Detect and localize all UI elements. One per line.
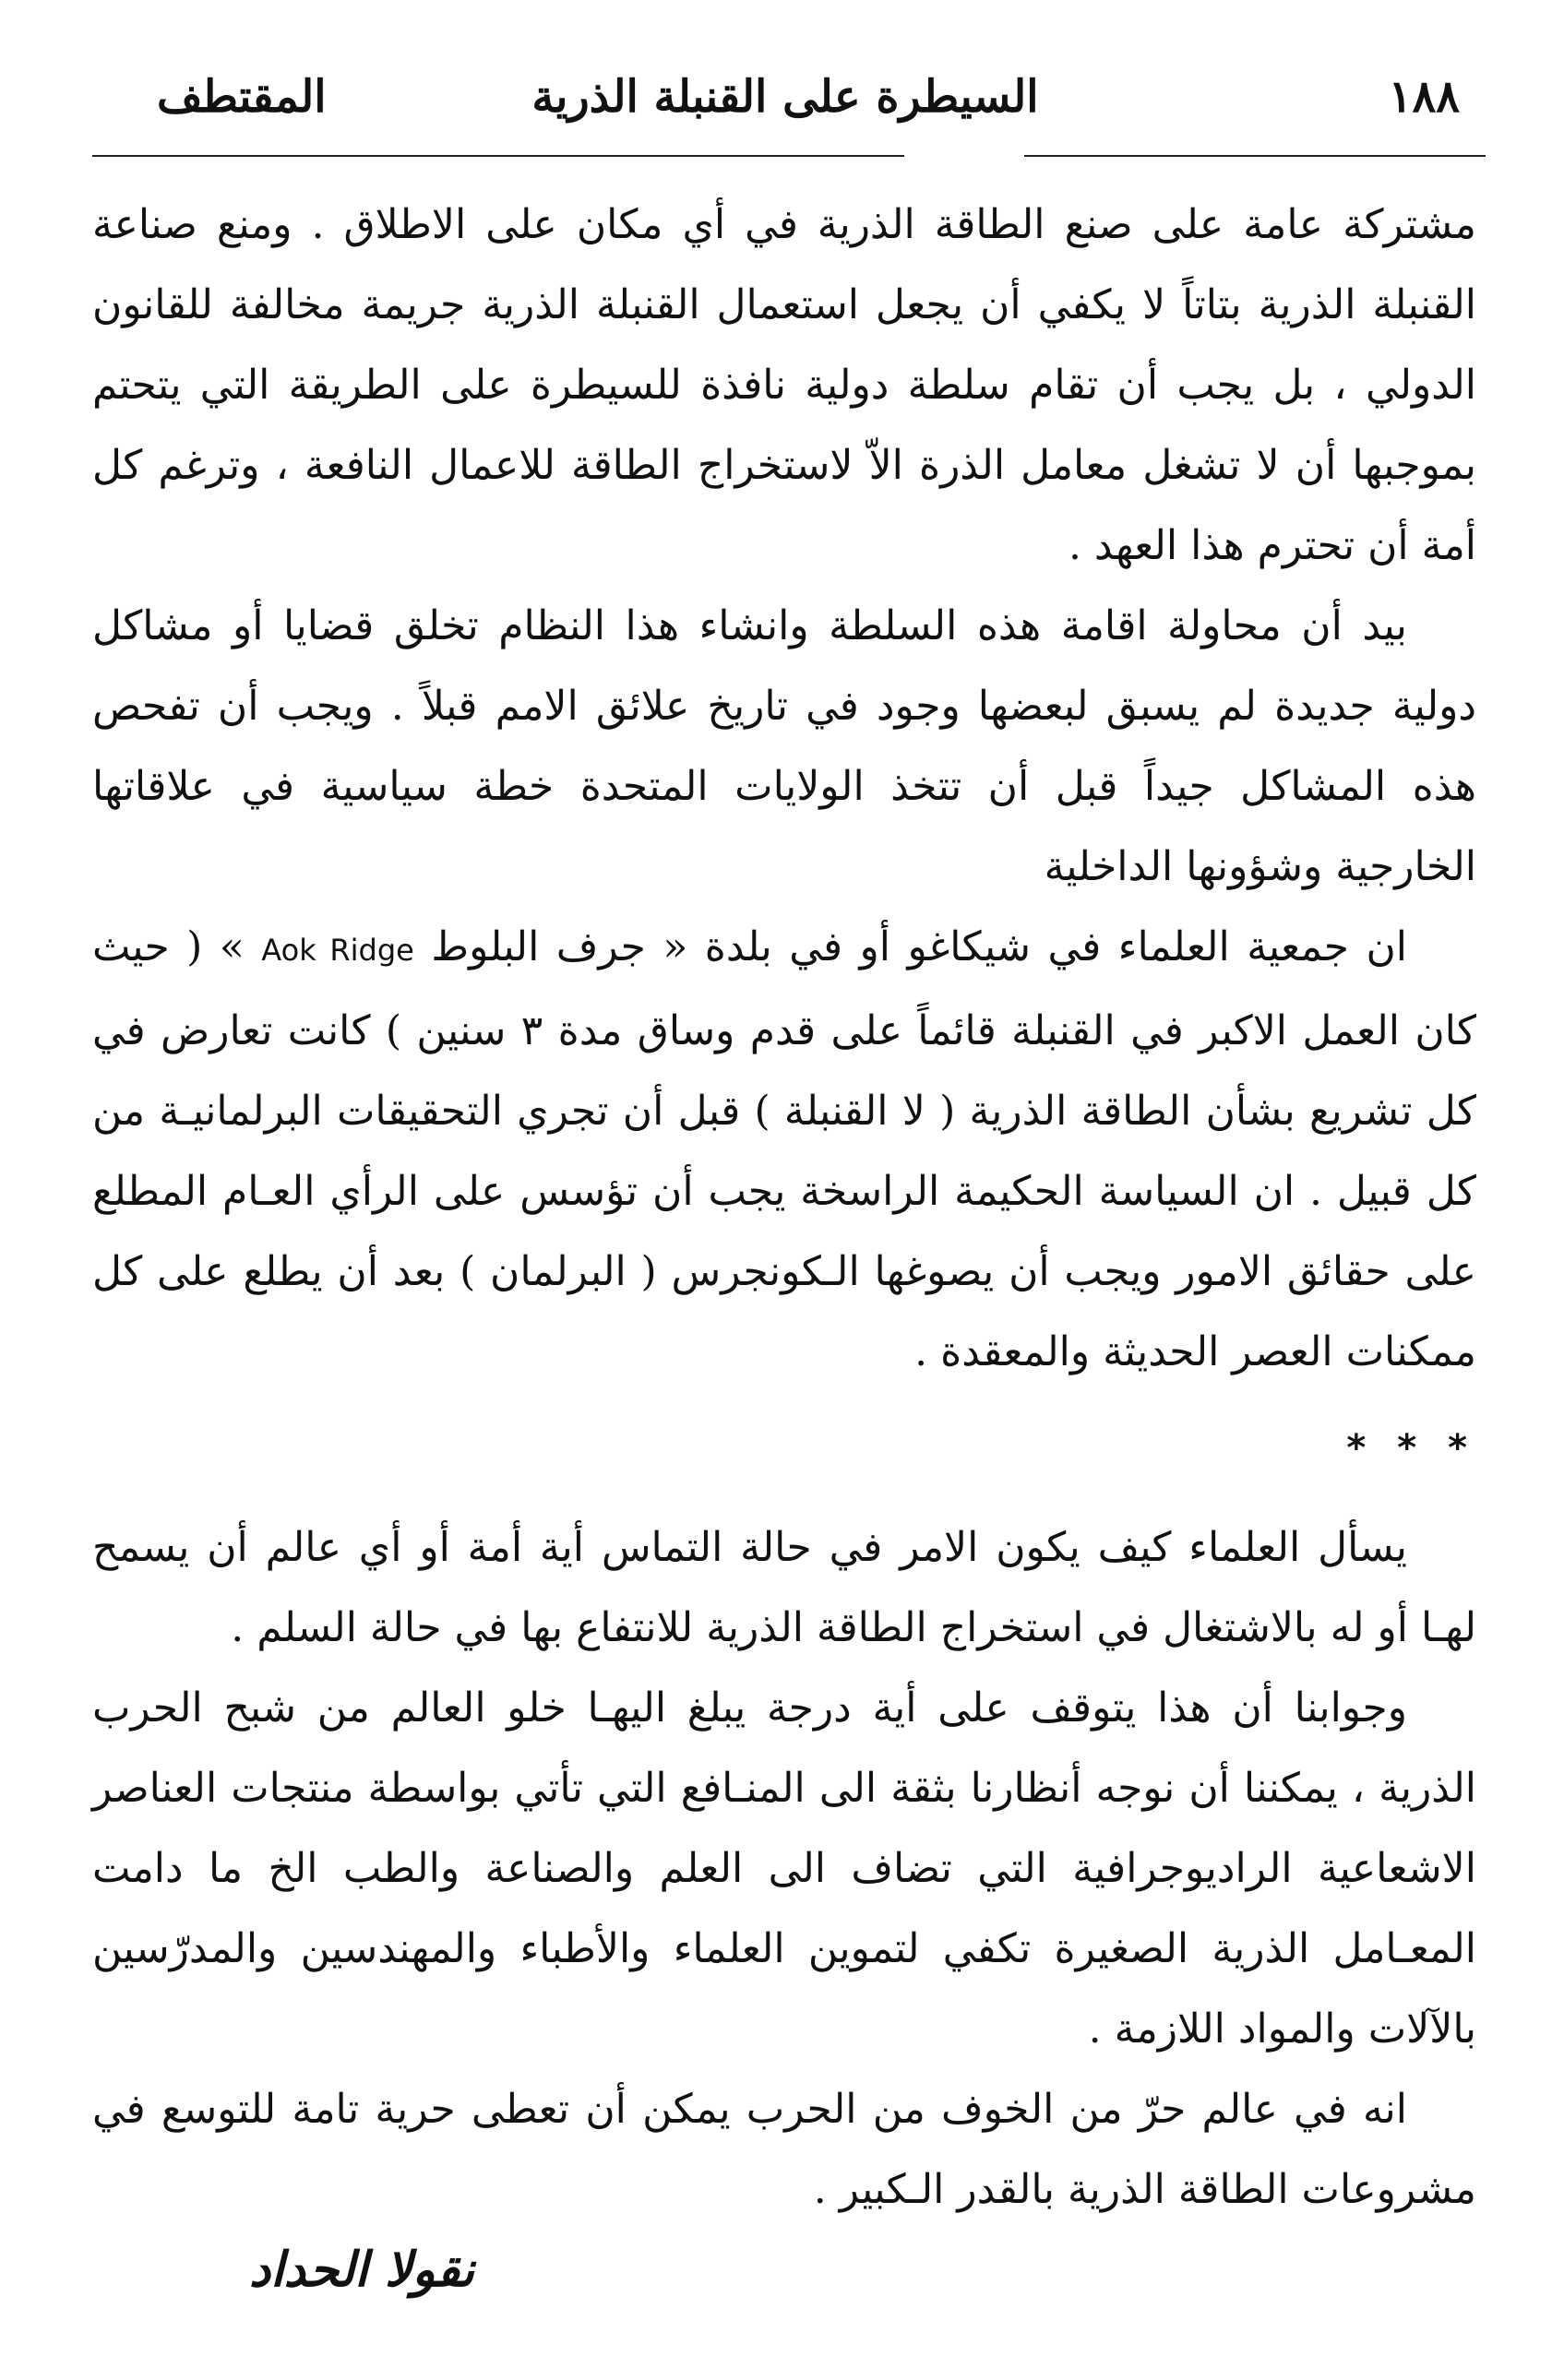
- page-header: [92, 55, 1478, 138]
- paragraph-5: وجوابنا أن هذا يتوقف على أية درجة يبلغ اليهـا خلو العالم من شبح الحرب الذرية ، يمكننا أن نوجه أنظارنا بثقة الى المنـافع التي تأتي بواسطة منتجات العناصر الاشعاعية الراديوجرافية التي تضاف الى العلم والصناعة والطب الخ ما دامت المعـامل الذرية الصغيرة تكفي لتموين العلماء والأطباء والمهندسين والمدرّسين بالآلات والمواد اللازمة .: [92, 1684, 1476, 2053]
- paragraph-3: [92, 907, 1476, 1392]
- header-rule-right: [1024, 155, 1486, 157]
- place-name-latin: Aok Ridge: [261, 933, 414, 968]
- section-separator: * * *: [1346, 1427, 1476, 1470]
- paragraph-3-text-b: » ( حيث كان العمل الاكبر في القنبلة قائماً على قدم وساق مدة ٣ سنين ) كانت تعارض في كل تشريع بشأن الطاقة الذرية ( لا القنبلة ) قبل أن تجري التحقيقات البرلمانيـة من كل قبيل . ان السياسة الحكيمة الراسخة يجب أن تؤسس على الرأي العـام المطلع على حقائق الامور ويجب أن يصوغها الـكونجرس ( البرلمان ) بعد أن يطلع على كل ممكنات العصر الحديثة والمعقدة .: [92, 923, 1476, 1375]
- running-title: السيطرة على القنبلة الذرية: [531, 71, 1039, 123]
- header-rule-left: [92, 155, 904, 157]
- page-number: ١٨٨: [1388, 71, 1460, 123]
- author-signature: نقولا الحداد: [249, 2242, 475, 2298]
- magazine-name: المقتطف: [157, 71, 327, 123]
- paragraph-3-text-a: ان جمعية العلماء في شيكاغو أو في بلدة « جرف البلوط: [431, 923, 1407, 970]
- paragraph-6: انه في عالم حرّ من الخوف من الحرب يمكن أن تعطى حرية تامة للتوسع في مشروعات الطاقة الذرية بالقدر الـكبير .: [92, 2086, 1476, 2213]
- paragraph-1: مشتركة عامة على صنع الطاقة الذرية في أي مكان على الاطلاق . ومنع صناعة القنبلة الذرية بتاتاً لا يكفي أن يجعل استعمال القنبلة الذرية جريمة مخالفة للقانون الدولي ، بل يجب أن تقام سلطة دولية نافذة للسيطرة على الطريقة التي يتحتم بموجبها أن لا تشغل معامل الذرة الاّ لاستخراج الطاقة للاعمال النافعة ، وترغم كل أمة أن تحترم هذا العهد .: [92, 201, 1476, 569]
- article-body: [92, 184, 1476, 2230]
- paragraph-2: بيد أن محاولة اقامة هذه السلطة وانشاء هذا النظام تخلق قضايا أو مشاكل دولية جديدة لم يسبق لبعضها وجود في تاريخ علائق الامم قبلاً . ويجب أن تفحص هذه المشاكل جيداً قبل أن تتخذ الولايات المتحدة خطة سياسية في علاقاتها الخارجية وشؤونها الداخلية: [92, 602, 1476, 890]
- paragraph-4: يسأل العلماء كيف يكون الامر في حالة التماس أية أمة أو أي عالم أن يسمح لهـا أو له بالاشتغال في استخراج الطاقة الذرية للانتفاع بها في حالة السلم .: [92, 1524, 1476, 1651]
